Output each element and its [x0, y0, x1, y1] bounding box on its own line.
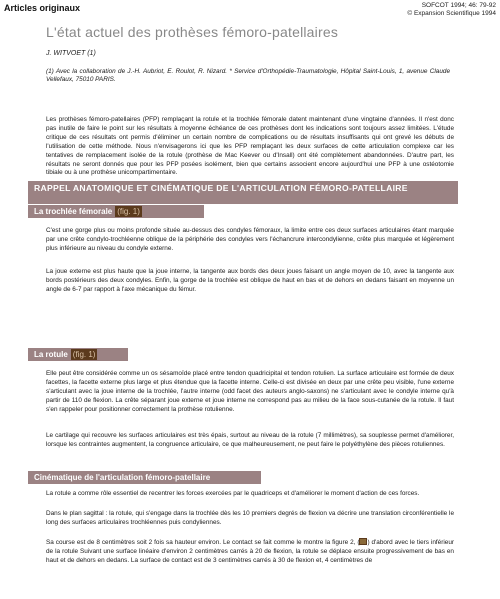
subsection-heading-cinematique: [28, 471, 261, 484]
section-heading-anatomy: RAPPEL ANATOMIQUE ET CINÉMATIQUE DE L'ARTICULATION FÉMORO-PATELLAIRE: [28, 181, 458, 204]
cinematique-paragraph-3: Sa course est de 8 centimètres soit 2 fois sa hauteur environ. Le contact se fait comme le montre la figure 2, ( ) d'abord avec le tiers inférieur de la rotule Suivant une surface linéaire d'environ 2 centimètres carrés à 20 de flexion, la rotule se déplace ensuite progressivement de bas en haut et de dehors en dedans. La surface de contact est de 3 centimètres carrés à 30 de flexion et, 4 centimètres de: [46, 539, 454, 564]
subsection-heading-trochlee: [28, 205, 204, 218]
figure-link[interactable]: (fig. 1): [72, 350, 96, 359]
trochlee-paragraph-1: C'est une gorge plus ou moins profonde située au-dessus des condyles fémoraux, la limite entre ces deux surfaces articulaires étant marquée par une crête condylo-trochléenne oblique de la périphérie des condyles vers l'échancrure intercondylienne, crête plus marquée et légèrement plus inférieure au niveau du condyle externe.: [46, 227, 454, 252]
paragraph-text-part-1: Sa course est de 8 centimètres soit 2 fois sa hauteur environ. Le contact se fait comme le montre la figure 2,: [46, 539, 356, 546]
page-header: [4, 2, 496, 24]
section-tag: Articles originaux: [4, 3, 81, 13]
cinematique-paragraph-1: La rotule a comme rôle essentiel de recentrer les forces exercées par le quadriceps et d'améliorer le moment d'action de ces forces.: [46, 490, 420, 497]
rotule-paragraph-2: Le cartilage qui recouvre les surfaces articulaires est très épais, surtout au niveau de la rotule (7 millimètres), sa souplesse permet d'améliorer, lorsque les contraintes augmentent, la congruence articulaire, ce que malheureusement, ne peut faire le polyéthylène des pièces rotuliennes.: [46, 432, 454, 448]
figure-link[interactable]: (fig. 1): [117, 207, 140, 216]
figure-link-icon[interactable]: [359, 538, 367, 545]
paragraph-text-part-2: d'abord avec le tiers inférieur de la rotule Suivant une surface linéaire d'environ 2 centimètres carrés à 20 de flexion, la rotule se déplace ensuite progressivement de bas en haut et de dehors en dedans. La surface de contact est de 3 centimètres carrés à 30 de flexion et, 4 centimètres de: [46, 539, 454, 564]
cinematique-paragraph-2: Dans le plan sagittal : la rotule, qui s'engage dans la trochlée dès les 10 premiers degrés de flexion va décrire une translation circonférentielle le long des surfaces articulaires trochléennes puis condyliennes.: [46, 510, 454, 526]
article-title: L'état actuel des prothèses fémoro-patellaires: [46, 24, 339, 40]
subsection-title: Cinématique de l'articulation fémoro-patellaire: [34, 473, 211, 482]
trochlee-paragraph-2: La joue externe est plus haute que la joue interne, la tangente aux bords des deux joues faisant un angle moyen de 10, avec la tangente aux bords postérieurs des deux condyles. Enfin, la gorge de la trochlée est oblique de haut en bas et de dehors en dedans faisant en moyenne un angle de 6-7 par rapport à l'axe mécanique du fémur.: [46, 268, 454, 293]
intro-paragraph: Les prothèses fémoro-patellaires (PFP) remplaçant la rotule et la trochlée fémorale datent maintenant d'une vingtaine d'années. Il n'est donc pas inutile de faire le point sur les résultats à moyenne échéance de ces prothèses dont les indications sont toujours assez limitées. L'étude critique de ces résultats ont permis d'éliminer un certain nombre de complications ou de résultats insuffisants qui ont grevé les débuts de l'utilisation de cette méthode. Nous n'envisagerons ici que les PFP remplaçant les deux surfaces de cette articulation complexe car les tentatives de remplacement isolée de la rotule (prothèse de Mac Keever ou d'Insall) ont été complètement abandonnées. D'autre part, les résultats ne seront donnés que pour les PFP posées isolément, bien que certains associent encore aujourd'hui une PFP à une ostéotomie tibiale ou à une prothèse unicompartimentaire.: [46, 116, 454, 177]
copyright-line: © Expansion Scientifique 1994: [407, 10, 496, 17]
subsection-title: La rotule: [34, 350, 68, 359]
journal-reference: [407, 2, 496, 18]
subsection-title: La trochlée fémorale: [34, 207, 113, 216]
journal-citation: SOFCOT 1994; 46: 79-92: [421, 2, 496, 9]
article-author: J. WITVOET (1): [46, 50, 96, 57]
rotule-paragraph-1: Elle peut être considérée comme un os sésamoïde placé entre tendon quadricipital et tendon rotulien. La surface articulaire est formée de deux facettes, la facette externe plus large et plus étendue que la facette interne. Celle-ci est divisée en deux par une crête peu visible, l'une externe s'articulant avec la joue interne de la trochlée, l'autre interne (odd facet des auteurs anglo-saxons) ne s'articulant avec le condyle interne qu'à partir de 110 de flexion. La crête séparant joue externe et joue interne ne correspond pas au milieu de la face sous-cutanée de la rotule. Il faut s'en rappeler pour positionner correctement la prothèse rotulienne.: [46, 370, 454, 413]
subsection-heading-rotule: [28, 348, 128, 361]
author-affiliation: (1) Avec la collaboration de J.-H. Aubriot, E. Roulot, R. Nizard. * Service d'Orthopédie-Traumatologie, Hôpital Saint-Louis, 1, avenue Claude Vellefaux, 75010 PARIS.: [46, 68, 450, 84]
